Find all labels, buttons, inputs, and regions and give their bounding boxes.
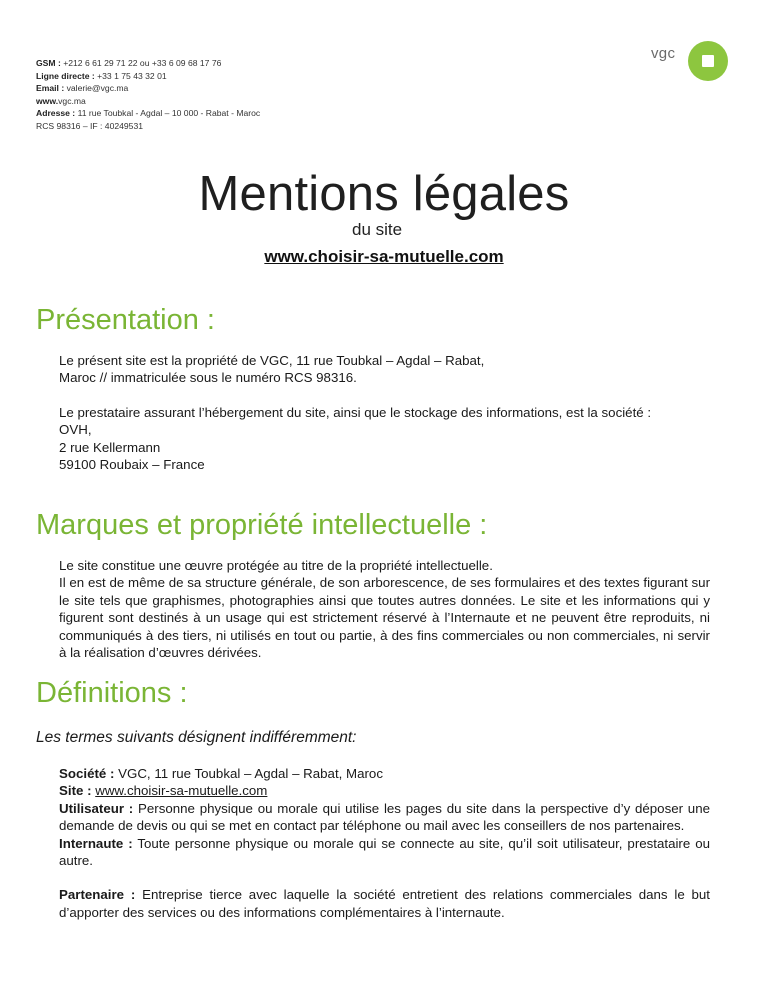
definition-site-link[interactable]: www.choisir-sa-mutuelle.com xyxy=(95,783,268,799)
definitions-heading: Définitions : xyxy=(36,677,188,709)
direct-line-value: +33 1 75 43 32 01 xyxy=(97,70,167,81)
direct-line: Ligne directe : +33 1 75 43 32 01 xyxy=(36,70,167,81)
presentation-text: Le présent site est la propriété de VGC, 11 rue Toubkal – Agdal – Rabat, Maroc // immatriculée sous le numéro RCS 98316. Le prestataire assurant l’hébergement du site, ainsi que le stockage des informations, est la société : OVH, 2 rue Kellermann 59100 Roubaix – France xyxy=(59,353,652,473)
definition-internaute: Internaute : Toute personne physique ou morale qui se connecte au site, qu’il soit utilisateur, prestataire ou autre. xyxy=(59,835,710,869)
address-value: 11 rue Toubkal - Agdal – 10 000 - Rabat - Maroc xyxy=(77,108,261,119)
rcs-line: RCS 98316 – IF : 40249531 xyxy=(36,120,144,131)
logo-square-icon xyxy=(702,55,714,67)
website-link[interactable]: vgc.ma xyxy=(58,95,86,106)
page-title: Mentions légales xyxy=(198,167,570,221)
website-line: www.vgc.ma xyxy=(36,95,86,106)
definitions-list xyxy=(59,765,710,921)
vgc-logo-icon xyxy=(688,41,728,81)
address-line: Adresse : 11 rue Toubkal - Agdal – 10 000 - Rabat - Maroc xyxy=(36,108,261,119)
contact-block xyxy=(36,57,260,133)
site-url-link[interactable]: www.choisir-sa-mutuelle.com xyxy=(264,247,504,266)
definitions-lead: Les termes suivants désignent indifféremment: xyxy=(36,729,357,746)
definition-societe: Société : VGC, 11 rue Toubkal – Agdal – Rabat, Maroc xyxy=(59,766,383,781)
presentation-heading: Présentation : xyxy=(36,304,215,336)
gsm-line: GSM : +212 6 61 29 71 22 ou +33 6 09 68 17 76 xyxy=(36,58,222,68)
page-subtitle: du site xyxy=(352,220,403,239)
definition-utilisateur: Utilisateur : Personne physique ou morale qui utilise les pages du site dans la perspective d’y déposer une demande de devis ou qui se met en contact par téléphone ou mail avec les conseillers de nos partenaires. xyxy=(59,800,710,834)
brand-name: vgc xyxy=(651,45,676,62)
email-line: Email : valerie@vgc.ma xyxy=(36,83,129,94)
gsm-value: +212 6 61 29 71 22 ou +33 6 09 68 17 76 xyxy=(63,58,222,68)
email-link[interactable]: valerie@vgc.ma xyxy=(66,83,129,94)
marques-heading: Marques et propriété intellectuelle : xyxy=(36,509,488,541)
definition-site: Site : www.choisir-sa-mutuelle.com xyxy=(59,783,268,799)
definition-partenaire: Partenaire : Entreprise tierce avec laquelle la société entretient des relations commerciales dans le but d’apporter des services ou des informations complémentaires à l’internaute. xyxy=(59,887,710,920)
marques-text: Le site constitue une œuvre protégée au titre de la propriété intellectuelle. Il en est de même de sa structure générale, de son arborescence, de ses formulaires et des textes figurant sur le site tels que graphismes, photographies ainsi que toutes autres données. Le site et les informations qui y figurent sont destinés à un usage qui est strictement réservé à l’Internaute et ne peuvent être reproduits, ni communiqués à des tiers, ni utilisés en tout ou partie, à des fins commerciales ou non commerciales, ni servir à la réalisation d’œuvres dérivées. xyxy=(59,558,710,661)
